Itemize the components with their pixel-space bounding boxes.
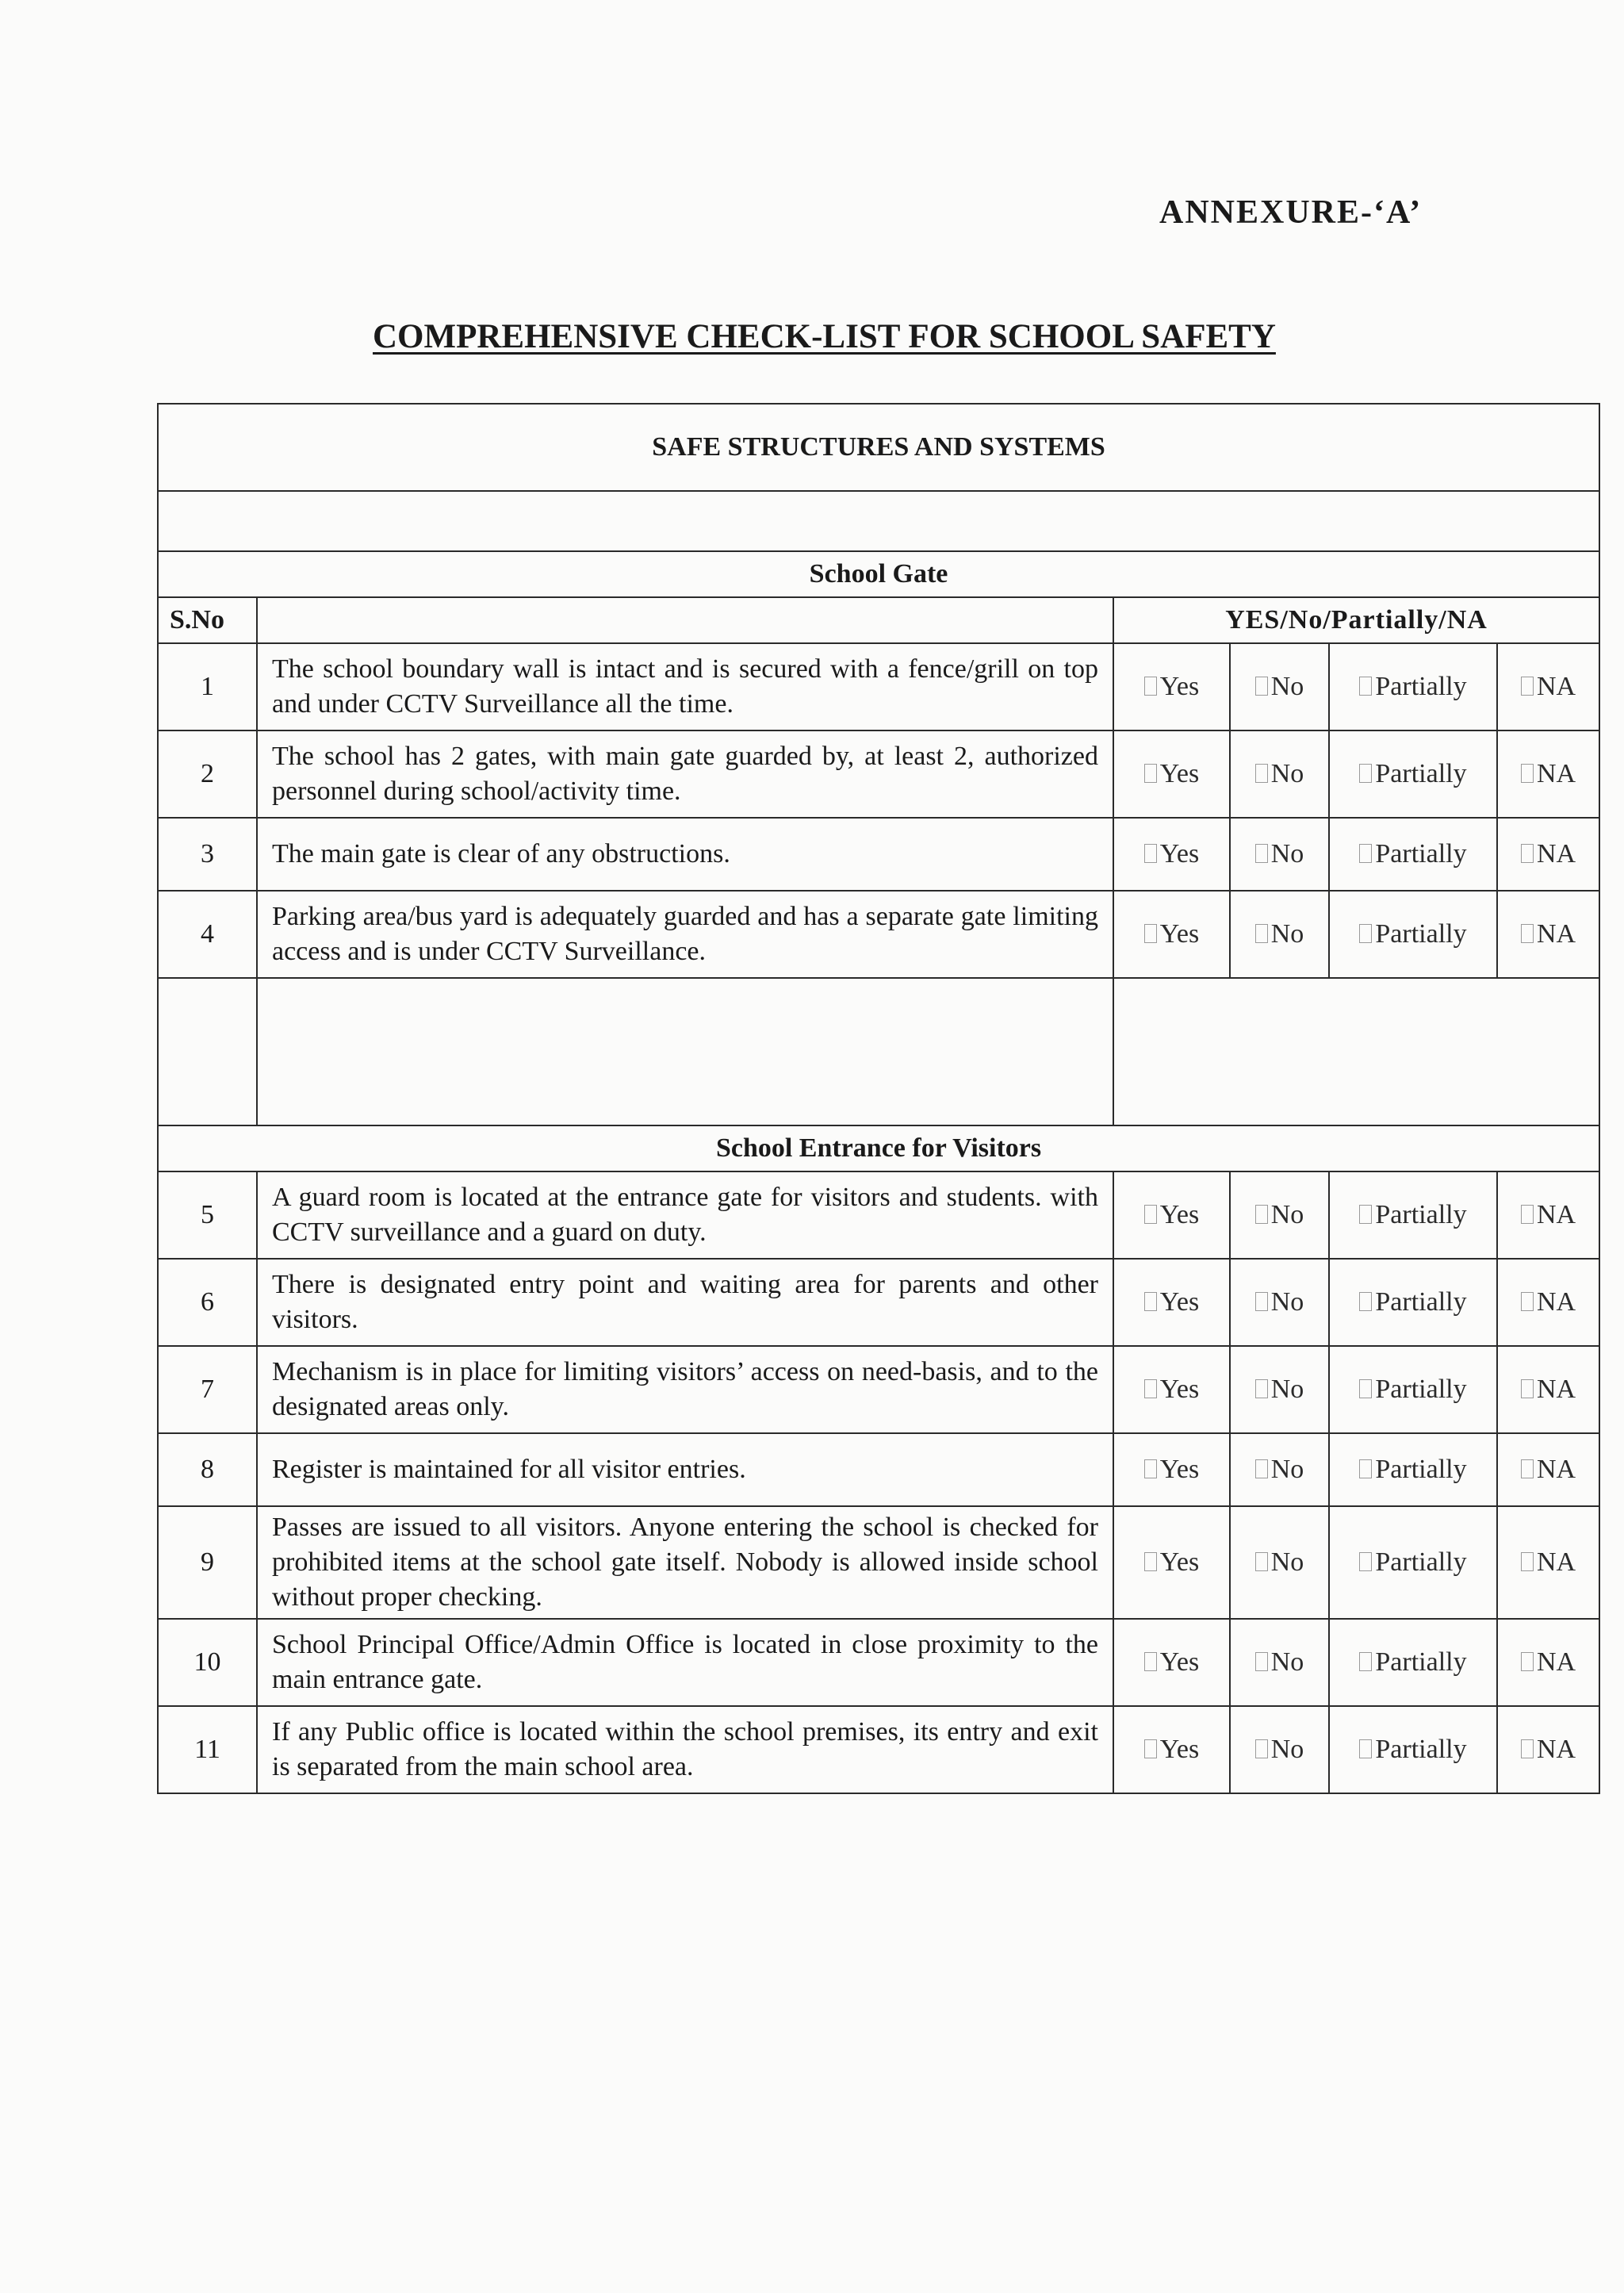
checkbox-icon[interactable] xyxy=(1144,1379,1157,1398)
checkbox-icon[interactable] xyxy=(1255,1739,1268,1758)
column-header-row xyxy=(158,597,1599,643)
option-yes-cell[interactable] xyxy=(1113,1506,1230,1619)
option-no-cell[interactable] xyxy=(1230,1433,1329,1506)
option-partially-cell[interactable] xyxy=(1329,1619,1497,1706)
option-label: No xyxy=(1270,672,1304,701)
option-label: Yes xyxy=(1159,1547,1200,1577)
option-partially-cell[interactable] xyxy=(1329,1433,1497,1506)
option-partially-cell[interactable] xyxy=(1329,1259,1497,1346)
option-partially-cell[interactable] xyxy=(1329,1171,1497,1259)
gap-cell-options xyxy=(1113,978,1599,1125)
section-title-row xyxy=(158,404,1599,491)
checkbox-icon[interactable] xyxy=(1144,1739,1157,1758)
option-label: Partially xyxy=(1375,672,1467,701)
option-yes-cell[interactable] xyxy=(1113,1346,1230,1433)
option-na-cell[interactable] xyxy=(1497,643,1599,730)
option-label: Partially xyxy=(1375,1547,1467,1577)
gap-cell-sno xyxy=(158,978,257,1125)
checkbox-icon[interactable] xyxy=(1359,1379,1372,1398)
option-yes-cell[interactable] xyxy=(1113,730,1230,818)
option-label: Partially xyxy=(1375,919,1467,949)
checkbox-icon[interactable] xyxy=(1255,1652,1268,1671)
option-label: No xyxy=(1270,759,1304,788)
option-label: No xyxy=(1270,919,1304,949)
option-label: Yes xyxy=(1159,1287,1200,1317)
option-label: Partially xyxy=(1375,1375,1467,1404)
option-na-cell[interactable] xyxy=(1497,1706,1599,1793)
row-number: 11 xyxy=(158,1706,257,1793)
option-label: NA xyxy=(1536,1287,1576,1317)
blank-cell xyxy=(158,491,1599,551)
checkbox-icon[interactable] xyxy=(1144,1459,1157,1478)
checkbox-icon[interactable] xyxy=(1359,677,1372,696)
checkbox-icon[interactable] xyxy=(1144,1292,1157,1311)
row-question: If any Public office is located within the school premises, its entry and exit is separated from the main school area. xyxy=(257,1706,1113,1793)
row-question: The main gate is clear of any obstructions. xyxy=(257,818,1113,891)
row-question: Register is maintained for all visitor entries. xyxy=(257,1433,1113,1506)
row-question: Mechanism is in place for limiting visitors’ access on need-basis, and to the designated areas only. xyxy=(257,1346,1113,1433)
option-partially-cell[interactable] xyxy=(1329,730,1497,818)
blank-row xyxy=(158,491,1599,551)
row-number: 8 xyxy=(158,1433,257,1506)
option-partially-cell[interactable] xyxy=(1329,818,1497,891)
option-no-cell[interactable] xyxy=(1230,891,1329,978)
option-label: No xyxy=(1270,1287,1304,1317)
checkbox-icon[interactable] xyxy=(1521,764,1534,783)
row-number: 1 xyxy=(158,643,257,730)
option-label: Partially xyxy=(1375,1647,1467,1677)
checkbox-icon[interactable] xyxy=(1144,1205,1157,1224)
option-na-cell[interactable] xyxy=(1497,1171,1599,1259)
row-number: 4 xyxy=(158,891,257,978)
option-label: Partially xyxy=(1375,1200,1467,1229)
row-number: 9 xyxy=(158,1506,257,1619)
option-label: NA xyxy=(1536,672,1576,701)
subsection-title: School Gate xyxy=(158,551,1599,597)
option-partially-cell[interactable] xyxy=(1329,891,1497,978)
row-number: 10 xyxy=(158,1619,257,1706)
option-no-cell[interactable] xyxy=(1230,1171,1329,1259)
checkbox-icon[interactable] xyxy=(1521,1652,1534,1671)
option-label: No xyxy=(1270,839,1304,869)
checkbox-icon[interactable] xyxy=(1359,1292,1372,1311)
option-no-cell[interactable] xyxy=(1230,1259,1329,1346)
option-yes-cell[interactable] xyxy=(1113,1706,1230,1793)
option-na-cell[interactable] xyxy=(1497,891,1599,978)
checkbox-icon[interactable] xyxy=(1255,1552,1268,1571)
section-title: SAFE STRUCTURES AND SYSTEMS xyxy=(158,404,1599,491)
subsection-row xyxy=(158,1125,1599,1171)
checkbox-icon[interactable] xyxy=(1521,1552,1534,1571)
option-na-cell[interactable] xyxy=(1497,1619,1599,1706)
checklist-row xyxy=(158,1346,1599,1433)
option-na-cell[interactable] xyxy=(1497,1506,1599,1619)
option-label: Partially xyxy=(1375,839,1467,869)
option-label: NA xyxy=(1536,1547,1576,1577)
option-label: NA xyxy=(1536,759,1576,788)
checkbox-icon[interactable] xyxy=(1521,844,1534,863)
gap-cell-text xyxy=(257,978,1113,1125)
checkbox-icon[interactable] xyxy=(1359,1552,1372,1571)
option-label: No xyxy=(1270,1547,1304,1577)
option-label: Yes xyxy=(1159,839,1200,869)
row-question: School Principal Office/Admin Office is located in close proximity to the main entrance gate. xyxy=(257,1619,1113,1706)
checkbox-icon[interactable] xyxy=(1521,1459,1534,1478)
option-label: NA xyxy=(1536,1647,1576,1677)
gap-row xyxy=(158,978,1599,1125)
row-number: 6 xyxy=(158,1259,257,1346)
subsection-row xyxy=(158,551,1599,597)
option-label: NA xyxy=(1536,839,1576,869)
option-yes-cell[interactable] xyxy=(1113,643,1230,730)
checkbox-icon[interactable] xyxy=(1521,1205,1534,1224)
option-na-cell[interactable] xyxy=(1497,1259,1599,1346)
row-number: 5 xyxy=(158,1171,257,1259)
option-no-cell[interactable] xyxy=(1230,1619,1329,1706)
checkbox-icon[interactable] xyxy=(1521,1379,1534,1398)
option-label: Yes xyxy=(1159,672,1200,701)
option-na-cell[interactable] xyxy=(1497,818,1599,891)
option-na-cell[interactable] xyxy=(1497,730,1599,818)
row-question: A guard room is located at the entrance gate for visitors and students. with CCTV surveillance and a guard on duty. xyxy=(257,1171,1113,1259)
checklist-row xyxy=(158,643,1599,730)
checkbox-icon[interactable] xyxy=(1255,1292,1268,1311)
column-header-sno: S.No xyxy=(158,597,257,643)
checkbox-icon[interactable] xyxy=(1359,1652,1372,1671)
checkbox-icon[interactable] xyxy=(1359,844,1372,863)
checkbox-icon[interactable] xyxy=(1255,764,1268,783)
option-yes-cell[interactable] xyxy=(1113,1259,1230,1346)
checkbox-icon[interactable] xyxy=(1521,924,1534,943)
checkbox-icon[interactable] xyxy=(1144,764,1157,783)
option-label: NA xyxy=(1536,919,1576,949)
option-no-cell[interactable] xyxy=(1230,730,1329,818)
option-yes-cell[interactable] xyxy=(1113,1433,1230,1506)
checkbox-icon[interactable] xyxy=(1144,1652,1157,1671)
checkbox-icon[interactable] xyxy=(1144,1552,1157,1571)
column-header-blank xyxy=(257,597,1113,643)
option-partially-cell[interactable] xyxy=(1329,643,1497,730)
option-label: Partially xyxy=(1375,1287,1467,1317)
checkbox-icon[interactable] xyxy=(1255,924,1268,943)
page-title: COMPREHENSIVE CHECK-LIST FOR SCHOOL SAFETY xyxy=(373,318,1276,355)
option-label: NA xyxy=(1536,1375,1576,1404)
option-partially-cell[interactable] xyxy=(1329,1706,1497,1793)
option-label: No xyxy=(1270,1455,1304,1484)
option-label: Yes xyxy=(1159,1735,1200,1764)
row-question: The school has 2 gates, with main gate guarded by, at least 2, authorized personnel during school/activity time. xyxy=(257,730,1113,818)
option-label: Yes xyxy=(1159,1455,1200,1484)
checklist-table xyxy=(157,403,1599,1794)
option-label: Partially xyxy=(1375,759,1467,788)
row-question: Passes are issued to all visitors. Anyone entering the school is checked for prohibited items at the school gate itself. Nobody is allowed inside school without proper checking. xyxy=(257,1506,1113,1619)
option-na-cell[interactable] xyxy=(1497,1433,1599,1506)
checklist-row xyxy=(158,1171,1599,1259)
option-label: NA xyxy=(1536,1735,1576,1764)
row-number: 2 xyxy=(158,730,257,818)
checklist-row xyxy=(158,818,1599,891)
row-number: 3 xyxy=(158,818,257,891)
checkbox-icon[interactable] xyxy=(1255,844,1268,863)
row-question: Parking area/bus yard is adequately guarded and has a separate gate limiting access and is under CCTV Surveillance. xyxy=(257,891,1113,978)
option-label: No xyxy=(1270,1200,1304,1229)
option-label: NA xyxy=(1536,1455,1576,1484)
checkbox-icon[interactable] xyxy=(1359,1739,1372,1758)
annexure-label: ANNEXURE-‘A’ xyxy=(1159,194,1423,231)
option-no-cell[interactable] xyxy=(1230,1346,1329,1433)
option-label: Partially xyxy=(1375,1455,1467,1484)
option-no-cell[interactable] xyxy=(1230,1506,1329,1619)
checkbox-icon[interactable] xyxy=(1255,1459,1268,1478)
option-na-cell[interactable] xyxy=(1497,1346,1599,1433)
checkbox-icon[interactable] xyxy=(1521,1292,1534,1311)
option-label: Yes xyxy=(1159,919,1200,949)
subsection-title: School Entrance for Visitors xyxy=(158,1125,1599,1171)
option-label: Yes xyxy=(1159,1647,1200,1677)
checkbox-icon[interactable] xyxy=(1359,924,1372,943)
checklist-row xyxy=(158,1259,1599,1346)
option-yes-cell[interactable] xyxy=(1113,891,1230,978)
checklist-row xyxy=(158,730,1599,818)
checkbox-icon[interactable] xyxy=(1359,764,1372,783)
option-label: No xyxy=(1270,1735,1304,1764)
option-label: No xyxy=(1270,1375,1304,1404)
option-label: Yes xyxy=(1159,1375,1200,1404)
row-question: There is designated entry point and waiting area for parents and other visitors. xyxy=(257,1259,1113,1346)
option-yes-cell[interactable] xyxy=(1113,1171,1230,1259)
row-number: 7 xyxy=(158,1346,257,1433)
checklist-row xyxy=(158,1706,1599,1793)
row-question: The school boundary wall is intact and is secured with a fence/grill on top and under CCTV Surveillance all the time. xyxy=(257,643,1113,730)
option-label: Yes xyxy=(1159,759,1200,788)
option-no-cell[interactable] xyxy=(1230,643,1329,730)
option-label: Partially xyxy=(1375,1735,1467,1764)
checklist-row xyxy=(158,891,1599,978)
checklist-row xyxy=(158,1433,1599,1506)
checkbox-icon[interactable] xyxy=(1359,1459,1372,1478)
checkbox-icon[interactable] xyxy=(1359,1205,1372,1224)
checkbox-icon[interactable] xyxy=(1255,677,1268,696)
option-no-cell[interactable] xyxy=(1230,1706,1329,1793)
option-yes-cell[interactable] xyxy=(1113,1619,1230,1706)
option-no-cell[interactable] xyxy=(1230,818,1329,891)
checklist-row xyxy=(158,1619,1599,1706)
option-label: NA xyxy=(1536,1200,1576,1229)
option-label: No xyxy=(1270,1647,1304,1677)
option-label: Yes xyxy=(1159,1200,1200,1229)
option-yes-cell[interactable] xyxy=(1113,818,1230,891)
column-header-answer: YES/No/Partially/NA xyxy=(1113,597,1599,643)
checkbox-icon[interactable] xyxy=(1255,1379,1268,1398)
checkbox-icon[interactable] xyxy=(1255,1205,1268,1224)
option-partially-cell[interactable] xyxy=(1329,1346,1497,1433)
checkbox-icon[interactable] xyxy=(1144,844,1157,863)
checkbox-icon[interactable] xyxy=(1521,677,1534,696)
checklist-row xyxy=(158,1506,1599,1619)
checkbox-icon[interactable] xyxy=(1521,1739,1534,1758)
checkbox-icon[interactable] xyxy=(1144,677,1157,696)
option-partially-cell[interactable] xyxy=(1329,1506,1497,1619)
checkbox-icon[interactable] xyxy=(1144,924,1157,943)
